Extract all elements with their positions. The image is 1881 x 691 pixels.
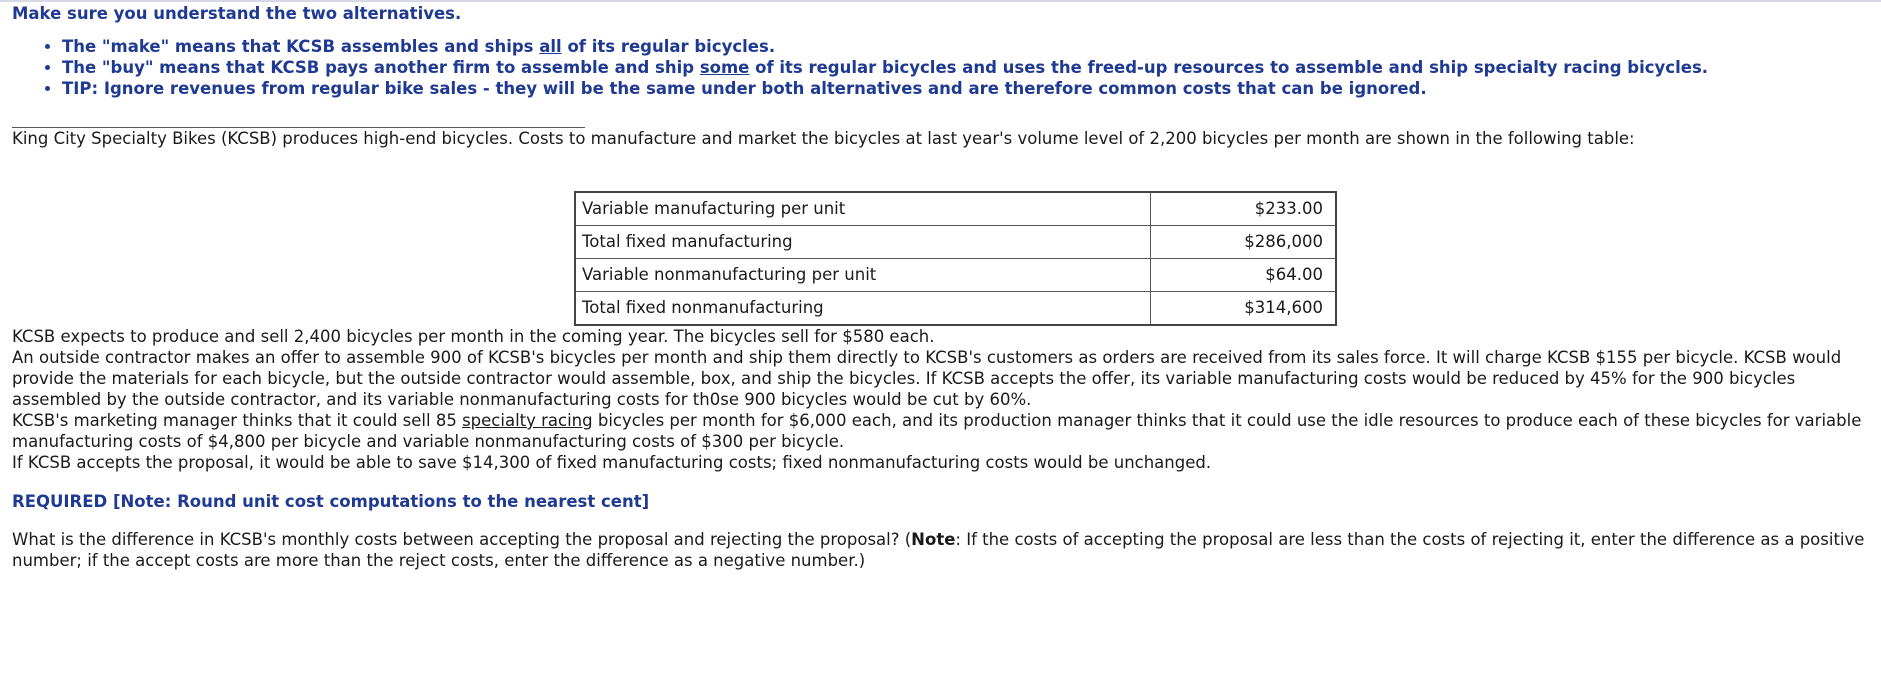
alternatives-list	[12, 36, 1872, 99]
savings-paragraph: If KCSB accepts the proposal, it would be able to save $14,300 of fixed manufacturing costs; fixed nonmanufacturing costs would be unchanged.	[12, 453, 1212, 472]
make-bullet	[62, 36, 1872, 57]
cost-table	[574, 191, 1337, 326]
buy-bullet-text: The "buy" means that KCSB pays another firm to assemble and ship	[62, 58, 700, 77]
table-row	[575, 192, 1336, 226]
cost-value: $286,000	[1151, 226, 1337, 259]
cost-value: $64.00	[1151, 259, 1337, 292]
marketing-emphasis: specialty racing	[462, 411, 593, 430]
marketing-text: KCSB's marketing manager thinks that it could sell 85	[12, 411, 463, 430]
offer-paragraph: An outside contractor makes an offer to assemble 900 of KCSB's bicycles per month and ship them directly to KCSB's customers as orders are received from its sales force. It will charge KCSB $155 per bicycle. KCSB would provide the materials for each bicycle, but the outside contractor would assemble, box, and ship the bicycles. If KCSB accepts the offer, its variable manufacturing costs would be reduced by 45% for the 900 bicycles assembled by the outside contractor, and its variable nonmanufacturing costs for th0se 900 bicycles would be cut by 60%.	[12, 348, 1842, 409]
buy-bullet-text-end: of its regular bicycles and uses the freed-up resources to assemble and ship specialty racing bicycles.	[749, 58, 1709, 77]
table-row	[575, 226, 1336, 259]
table-row	[575, 292, 1336, 326]
make-bullet-emphasis: all	[539, 37, 562, 56]
buy-bullet-emphasis: some	[699, 58, 750, 77]
note-label: Note	[911, 529, 956, 549]
alternatives-heading: Make sure you understand the two alternatives.	[12, 4, 462, 23]
tip-bullet: • TIP: Ignore revenues from regular bike sales - they will be the same under both alternatives and are therefore common costs that can be ignored.	[62, 78, 1872, 99]
expectation-paragraph: KCSB expects to produce and sell 2,400 bicycles per month in the coming year. The bicycles sell for $580 each.	[12, 327, 935, 346]
marketing-paragraph	[12, 410, 1872, 452]
required-heading: REQUIRED [Note: Round unit cost computations to the nearest cent]	[12, 492, 650, 511]
cost-value: $314,600	[1151, 292, 1337, 326]
problem-content	[12, 4, 1872, 571]
cost-label: Variable nonmanufacturing per unit	[575, 259, 1151, 292]
table-row	[575, 259, 1336, 292]
buy-bullet	[62, 57, 1872, 78]
cost-label: Total fixed nonmanufacturing	[575, 292, 1151, 326]
company-intro: King City Specialty Bikes (KCSB) produces high-end bicycles. Costs to manufacture and market the bicycles at last year's volume level of 2,200 bicycles per month are shown in the following table:	[12, 129, 1635, 148]
make-bullet-text: The "make" means that KCSB assembles and ships	[62, 37, 540, 56]
marketing-text-end: bicycles per month for $6,000 each, and its production manager thinks that it could use the idle resources to produce each of these bicycles for variable manufacturing costs of $4,800 per bicycle and variable nonmanufacturing costs of $300 per bicycle.	[12, 411, 1862, 451]
cost-value: $233.00	[1151, 192, 1337, 226]
question-text: What is the difference in KCSB's monthly costs between accepting the proposal and rejecting the proposal? (	[12, 529, 912, 549]
top-border	[0, 0, 1881, 2]
make-bullet-text-end: of its regular bicycles.	[561, 37, 776, 56]
cost-label: Variable manufacturing per unit	[575, 192, 1151, 226]
note-text: : If the costs of accepting the proposal are less than the costs of rejecting it, enter the difference as a positive number; if the accept costs are more than the reject costs, enter the difference as a negative number.)	[12, 529, 1865, 570]
cost-label: Total fixed manufacturing	[575, 226, 1151, 259]
question-paragraph	[12, 529, 1872, 571]
